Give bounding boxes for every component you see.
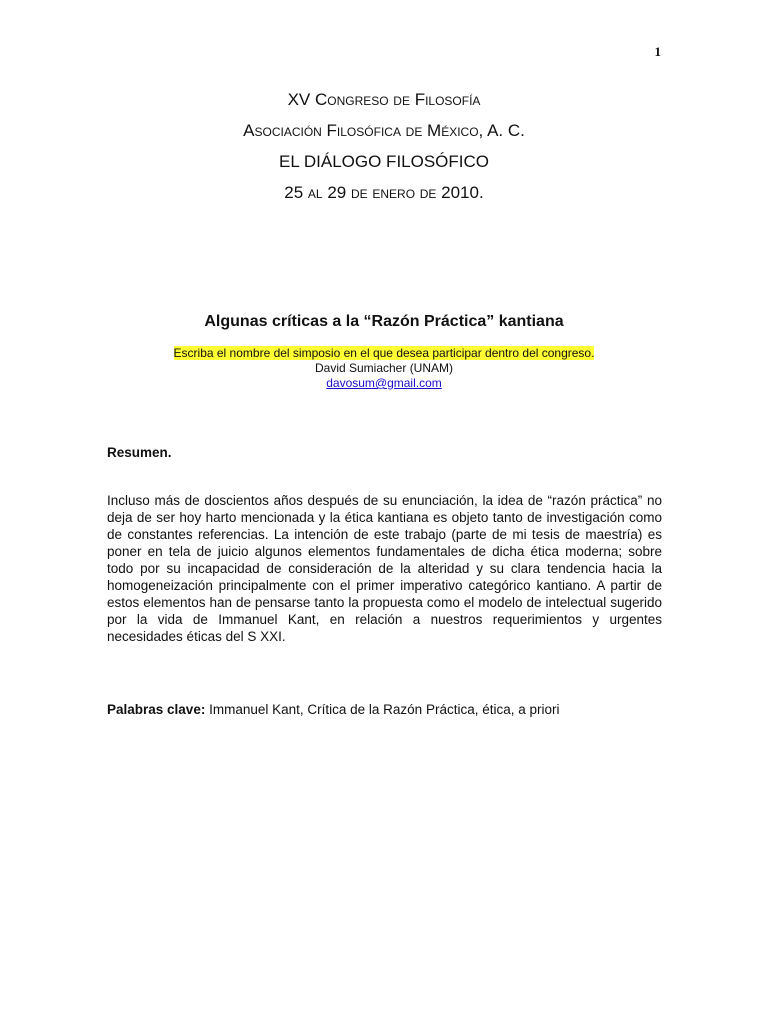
author-block: [0, 346, 768, 391]
association-name: Asociación Filosófica de México, A. C.: [243, 121, 525, 140]
keywords-line: [107, 702, 662, 717]
document-header: [0, 84, 768, 208]
summary-heading: Resumen.: [107, 445, 172, 460]
keywords-value: Immanuel Kant, Crítica de la Razón Práctica, ética, a priori: [209, 702, 560, 717]
author-email-link[interactable]: davosum@gmail.com: [326, 376, 442, 390]
congress-theme: EL DIÁLOGO FILOSÓFICO: [278, 152, 490, 171]
summary-paragraph: Incluso más de doscientos años después de su enunciación, la idea de “razón práctica” no deja de ser hoy harto mencionada y la ética kantiana es objeto tanto de investigación como de constantes referencias. La intención de este trabajo (parte de mi tesis de maestría) es poner en tela de juicio algunos elementos fundamentales de dicha ética moderna; sobre todo por su incapacidad de consideración de la alteridad y su clara tendencia hacia la homogeneización principalmente con el primer imperativo categórico kantiano. A partir de estos elementos han de pensarse tanto la propuesta como el modelo de intelectual sugerido por la vida de Immanuel Kant, en relación a nuestros requerimientos y urgentes necesidades éticas del S XXI.: [107, 493, 662, 644]
page-number: 1: [654, 44, 661, 59]
symposium-note: Escriba el nombre del simposio en el que desea participar dentro del congreso.: [173, 346, 595, 360]
keywords-label: Palabras clave:: [107, 702, 206, 717]
author-name: David Sumiacher (UNAM): [314, 361, 454, 375]
congress-name: XV Congreso de Filosofía: [287, 90, 481, 109]
paper-title: Algunas críticas a la “Razón Práctica” kantiana: [204, 313, 564, 330]
congress-dates: 25 al 29 de enero de 2010.: [284, 183, 484, 202]
